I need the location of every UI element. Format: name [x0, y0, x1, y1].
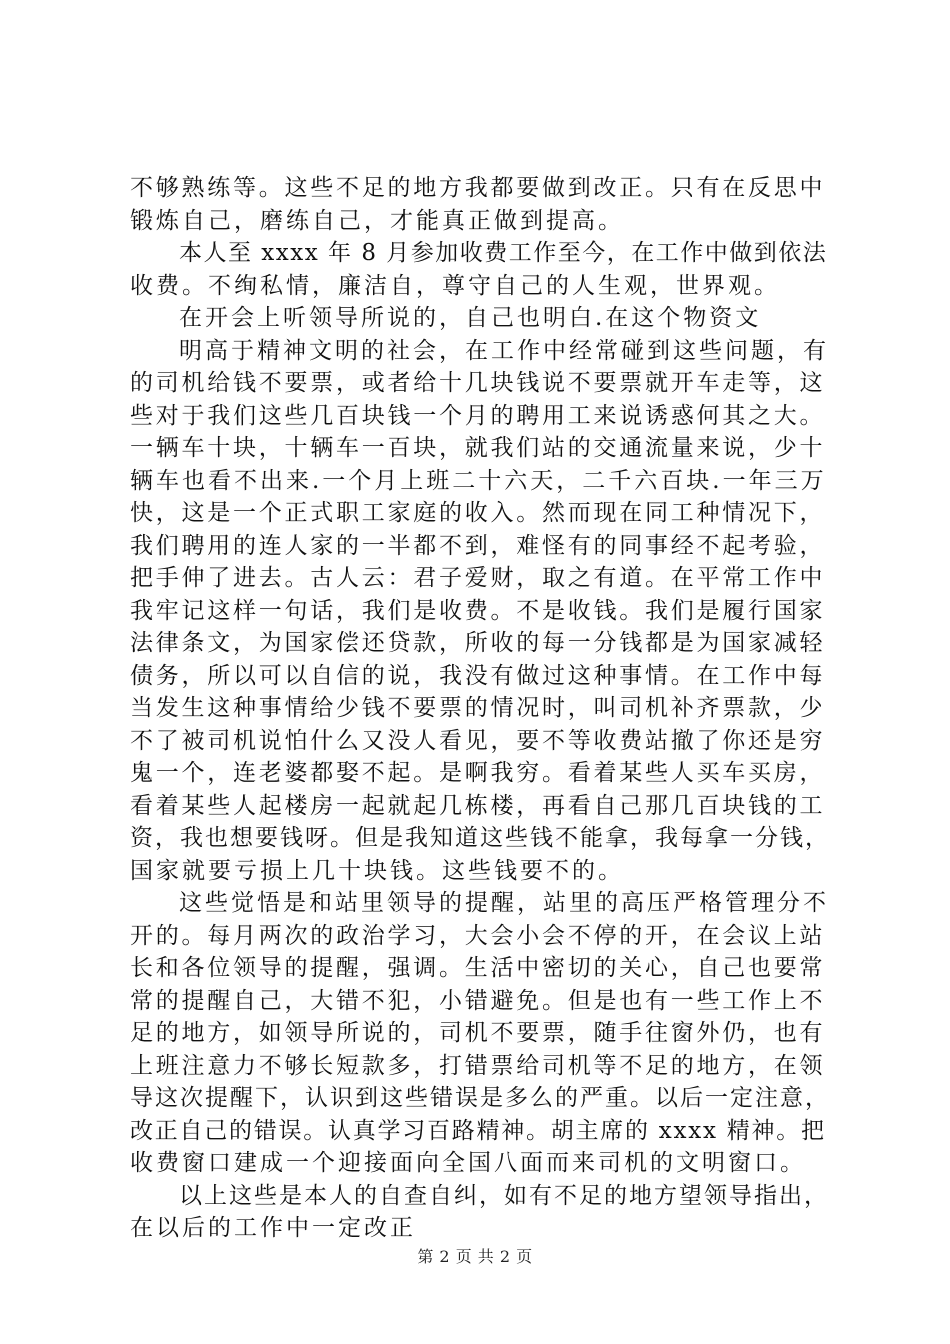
text-line: 收费窗口建成一个迎接面向全国八面而来司机的文明窗口。: [130, 1150, 806, 1176]
text-line: 足的地方，如领导所说的，司机不要票，随手往窗外仍，也有: [130, 1020, 826, 1046]
text-line: 不了被司机说怕什么又没人看见，要不等收费站撤了你还是穷: [130, 727, 826, 754]
text-line: 明高于精神文明的社会，在工作中经常碰到这些问题，有: [179, 337, 829, 364]
document-body: [130, 172, 830, 1245]
text-line: 我们聘用的连人家的一半都不到，难怪有的同事经不起考验，: [130, 532, 826, 559]
text-line: 在以后的工作中一定改正: [130, 1215, 416, 1241]
text-line: 收费。不绚私情，廉洁自，尊守自己的人生观，世界观。: [130, 272, 780, 299]
text-line: 不够熟练等。这些不足的地方我都要做到改正。只有在反思中: [130, 175, 826, 201]
text-line: 改正自己的错误。认真学习百路精神。胡主席的 xxxx 精神。把: [130, 1117, 826, 1144]
text-line: 些对于我们这些几百块钱一个月的聘用工来说诱惑何其之大。: [130, 402, 826, 429]
text-line: 国家就要亏损上几十块钱。这些钱要不的。: [130, 857, 624, 884]
text-line: 辆车也看不出来.一个月上班二十六天，二千六百块.一年三万: [130, 467, 827, 494]
text-line: 快，这是一个正式职工家庭的收入。然而现在同工种情况下，: [130, 500, 826, 526]
text-line: 常的提醒自己，大错不犯，小错避免。但是也有一些工作上不: [130, 987, 826, 1014]
text-line: 资，我也想要钱呀。但是我知道这些钱不能拿，我每拿一分钱，: [130, 825, 830, 851]
text-line: 上班注意力不够长短款多，打错票给司机等不足的地方，在领: [130, 1052, 826, 1079]
text-line: 锻炼自己，磨练自己，才能真正做到提高。: [130, 207, 624, 234]
text-line: 在开会上听领导所说的，自己也明白.在这个物资文: [179, 305, 762, 331]
text-line: 长和各位领导的提醒，强调。生活中密切的关心，自己也要常: [130, 955, 826, 981]
text-line: 鬼一个，连老婆都娶不起。是啊我穷。看着某些人买车买房，: [130, 760, 826, 786]
text-line: 本人至 xxxx 年 8 月参加收费工作至今，在工作中做到依法: [179, 240, 828, 266]
text-line: 这些觉悟是和站里领导的提醒，站里的高压严格管理分不: [179, 890, 829, 916]
text-line: 导这次提醒下，认识到这些错误是多么的严重。以后一定注意，: [130, 1085, 830, 1111]
text-line: 的司机给钱不要票，或者给十几块钱说不要票就开车走等，这: [130, 370, 826, 396]
text-line: 看着某些人起楼房一起就起几栋楼，再看自己那几百块钱的工: [130, 792, 826, 819]
text-line: 我牢记这样一句话，我们是收费。不是收钱。我们是履行国家: [130, 597, 826, 624]
text-line: 债务，所以可以自信的说，我没有做过这种事情。在工作中每: [130, 662, 826, 689]
page-number-footer: 第 2 页 共 2 页: [417, 1247, 533, 1266]
text-line: 开的。每月两次的政治学习，大会小会不停的开，在会议上站: [130, 922, 826, 949]
text-line: 法律条文，为国家偿还贷款，所收的每一分钱都是为国家减轻: [130, 630, 826, 656]
text-line: 把手伸了进去。古人云：君子爱财，取之有道。在平常工作中: [130, 565, 826, 591]
text-line: 一辆车十块，十辆车一百块，就我们站的交通流量来说，少十: [130, 435, 826, 461]
text-line: 当发生这种事情给少钱不要票的情况时，叫司机补齐票款，少: [130, 695, 826, 721]
text-line: 以上这些是本人的自查自纠，如有不足的地方望领导指出，: [179, 1182, 829, 1209]
